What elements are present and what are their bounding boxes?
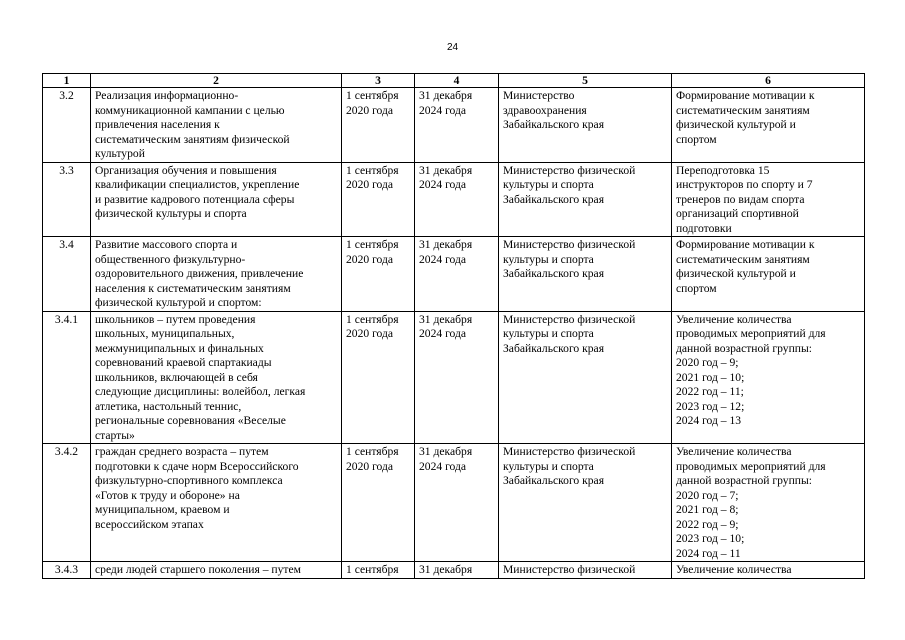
column-header-3: 3 bbox=[342, 74, 415, 88]
expected-result: Увеличение количества bbox=[672, 562, 865, 579]
row-number: 3.4.3 bbox=[43, 562, 91, 579]
executor: Министерство физической культуры и спорта Забайкальского края bbox=[499, 311, 672, 444]
event-description: среди людей старшего поколения – путем bbox=[91, 562, 342, 579]
event-description: Реализация информационно- коммуникационной кампании с целью привлечения населения к систематическим занятиям физической культурой bbox=[91, 88, 342, 163]
table-row bbox=[43, 311, 865, 444]
page-number: 24 bbox=[446, 42, 459, 53]
start-date: 1 сентября bbox=[342, 562, 415, 579]
expected-result: Формирование мотивации к систематическим занятиям физической культурой и спортом bbox=[672, 88, 865, 163]
executor: Министерство здравоохранения Забайкальского края bbox=[499, 88, 672, 163]
row-number: 3.4.2 bbox=[43, 444, 91, 562]
start-date: 1 сентября 2020 года bbox=[342, 311, 415, 444]
start-date: 1 сентября 2020 года bbox=[342, 88, 415, 163]
expected-result: Увеличение количества проводимых мероприятий для данной возрастной группы: 2020 год – 9; 2021 год – 10; 2022 год – 11; 2023 год – 12; 2024 год – 13 bbox=[672, 311, 865, 444]
end-date: 31 декабря bbox=[415, 562, 499, 579]
start-date: 1 сентября 2020 года bbox=[342, 444, 415, 562]
table-row bbox=[43, 237, 865, 312]
end-date: 31 декабря 2024 года bbox=[415, 162, 499, 237]
expected-result: Увеличение количества проводимых мероприятий для данной возрастной группы: 2020 год – 7; 2021 год – 8; 2022 год – 9; 2023 год – 10; 2024 год – 11 bbox=[672, 444, 865, 562]
activities-table bbox=[42, 73, 865, 579]
event-description: Развитие массового спорта и общественного физкультурно- оздоровительного движения, привлечение населения к систематическим занятиям физической культурой и спортом: bbox=[91, 237, 342, 312]
table-row bbox=[43, 444, 865, 562]
row-number: 3.3 bbox=[43, 162, 91, 237]
expected-result: Формирование мотивации к систематическим занятиям физической культурой и спортом bbox=[672, 237, 865, 312]
start-date: 1 сентября 2020 года bbox=[342, 162, 415, 237]
column-header-5: 5 bbox=[499, 74, 672, 88]
end-date: 31 декабря 2024 года bbox=[415, 237, 499, 312]
event-description: граждан среднего возраста – путем подготовки к сдаче норм Всероссийского физкультурно-спортивного комплекса «Готов к труду и обороне» на муниципальном, краевом и всероссийском этапах bbox=[91, 444, 342, 562]
table-row bbox=[43, 88, 865, 163]
column-header-4: 4 bbox=[415, 74, 499, 88]
column-header-1: 1 bbox=[43, 74, 91, 88]
column-header-2: 2 bbox=[91, 74, 342, 88]
event-description: школьников – путем проведения школьных, муниципальных, межмуниципальных и финальных соревнований краевой спартакиады школьников, включающей в себя следующие дисциплины: волейбол, легкая атлетика, настольный теннис, региональные соревнования «Веселые старты» bbox=[91, 311, 342, 444]
column-header-6: 6 bbox=[672, 74, 865, 88]
end-date: 31 декабря 2024 года bbox=[415, 88, 499, 163]
table-row bbox=[43, 162, 865, 237]
row-number: 3.4.1 bbox=[43, 311, 91, 444]
event-description: Организация обучения и повышения квалификации специалистов, укрепление и развитие кадрового потенциала сферы физической культуры и спорта bbox=[91, 162, 342, 237]
expected-result: Переподготовка 15 инструкторов по спорту и 7 тренеров по видам спорта организаций спортивной подготовки bbox=[672, 162, 865, 237]
end-date: 31 декабря 2024 года bbox=[415, 311, 499, 444]
executor: Министерство физической культуры и спорта Забайкальского края bbox=[499, 444, 672, 562]
table-row bbox=[43, 562, 865, 579]
row-number: 3.4 bbox=[43, 237, 91, 312]
row-number: 3.2 bbox=[43, 88, 91, 163]
start-date: 1 сентября 2020 года bbox=[342, 237, 415, 312]
end-date: 31 декабря 2024 года bbox=[415, 444, 499, 562]
executor: Министерство физической bbox=[499, 562, 672, 579]
header-row bbox=[43, 74, 865, 88]
executor: Министерство физической культуры и спорта Забайкальского края bbox=[499, 237, 672, 312]
executor: Министерство физической культуры и спорта Забайкальского края bbox=[499, 162, 672, 237]
